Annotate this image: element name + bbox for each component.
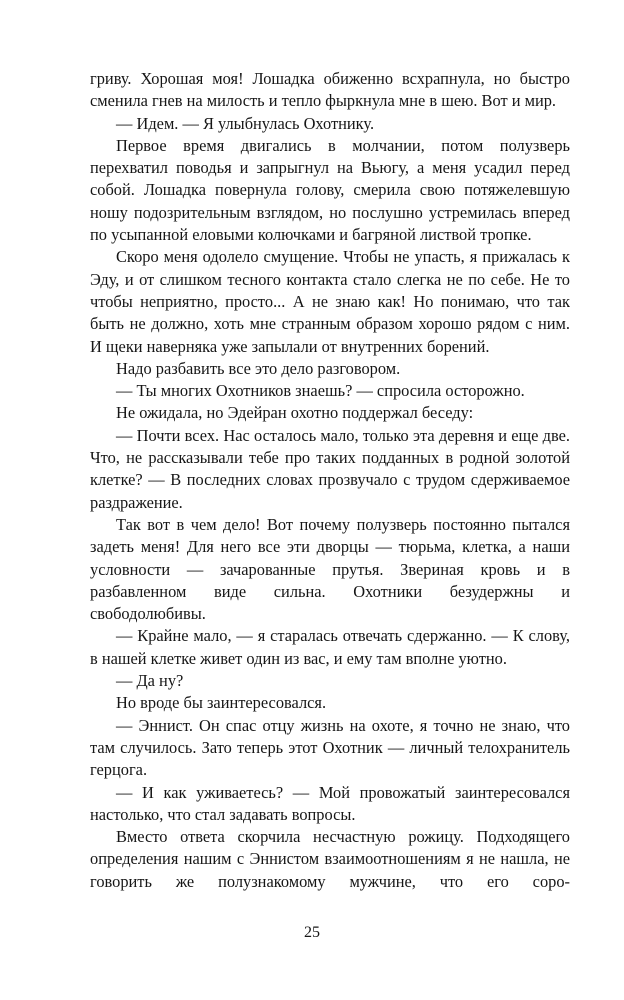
paragraph: Надо разбавить все это дело разговором. <box>116 358 401 378</box>
paragraph-dialogue: — Эннист. Он спас отцу жизнь на охоте, я точно не знаю, что там случилось. Зато теперь этот Охотник — личный телохранитель герцога. <box>90 715 570 780</box>
paragraph-continued: гриву. Хорошая моя! Лошадка обиженно всхрапнула, но быстро сменила гнев на милость и тепло фыркнула мне в шею. Вот и мир. <box>90 69 570 111</box>
paragraph: Но вроде бы заинтересовался. <box>116 693 327 713</box>
paragraph-dialogue: — И как уживаетесь? — Мой провожатый заинтересовался настолько, что стал задавать вопросы. <box>90 782 570 824</box>
paragraph-dialogue: — Ты многих Охотников знаешь? — спросила осторожно. <box>116 381 525 401</box>
paragraph-dialogue: — Крайне мало, — я старалась отвечать сдержанно. — К слову, в нашей клетке живет один из вас, и ему там вполне уютно. <box>90 626 570 668</box>
paragraph: Не ожидала, но Эдейран охотно поддержал беседу: <box>116 403 474 423</box>
paragraph: Так вот в чем дело! Вот почему полузверь постоянно пытался задеть меня! Для него все эти дворцы — тюрьма, клетка, а наши условности — зачарованные прутья. Звериная кровь и в разбавленном виде сильна. Охотники безудержны и свободолюбивы. <box>90 514 570 624</box>
page-number: 25 <box>304 924 320 941</box>
paragraph: Первое время двигались в молчании, потом полузверь перехватил поводья и запрыгнул на Вьюгу, а меня усадил перед собой. Лошадка повернула голову, смерила свою потяжелевшую ношу подозрительным взглядом, но послушно устремилась вперед по усыпанной еловыми колючками и багряной листвой тропке. <box>90 135 570 245</box>
paragraph-dialogue: — Почти всех. Нас осталось мало, только эта деревня и еще две. Что, не рассказывали тебе про таких подданных в родной золотой клетке? — В последних словах прозвучало с трудом сдерживаемое раздражение. <box>90 425 570 512</box>
paragraph-dialogue: — Да ну? <box>116 671 184 691</box>
paragraph: Вместо ответа скорчила несчастную рожицу. Подходящего определения нашим с Эннистом взаимоотношениям я не нашла, не говорить же полузнакомому мужчине, что его соро- <box>90 827 570 891</box>
paragraph-dialogue: — Идем. — Я улыбнулась Охотнику. <box>116 113 375 133</box>
book-page-text <box>90 68 570 893</box>
paragraph: Скоро меня одолело смущение. Чтобы не упасть, я прижалась к Эду, и от слишком тесного контакта стало слегка не по себе. Не то чтобы неприятно, просто... А не знаю как! Но понимаю, что так быть не должно, хоть мне странным образом хорошо рядом с ним. И щеки наверняка уже запылали от внутренних борений. <box>90 247 570 356</box>
